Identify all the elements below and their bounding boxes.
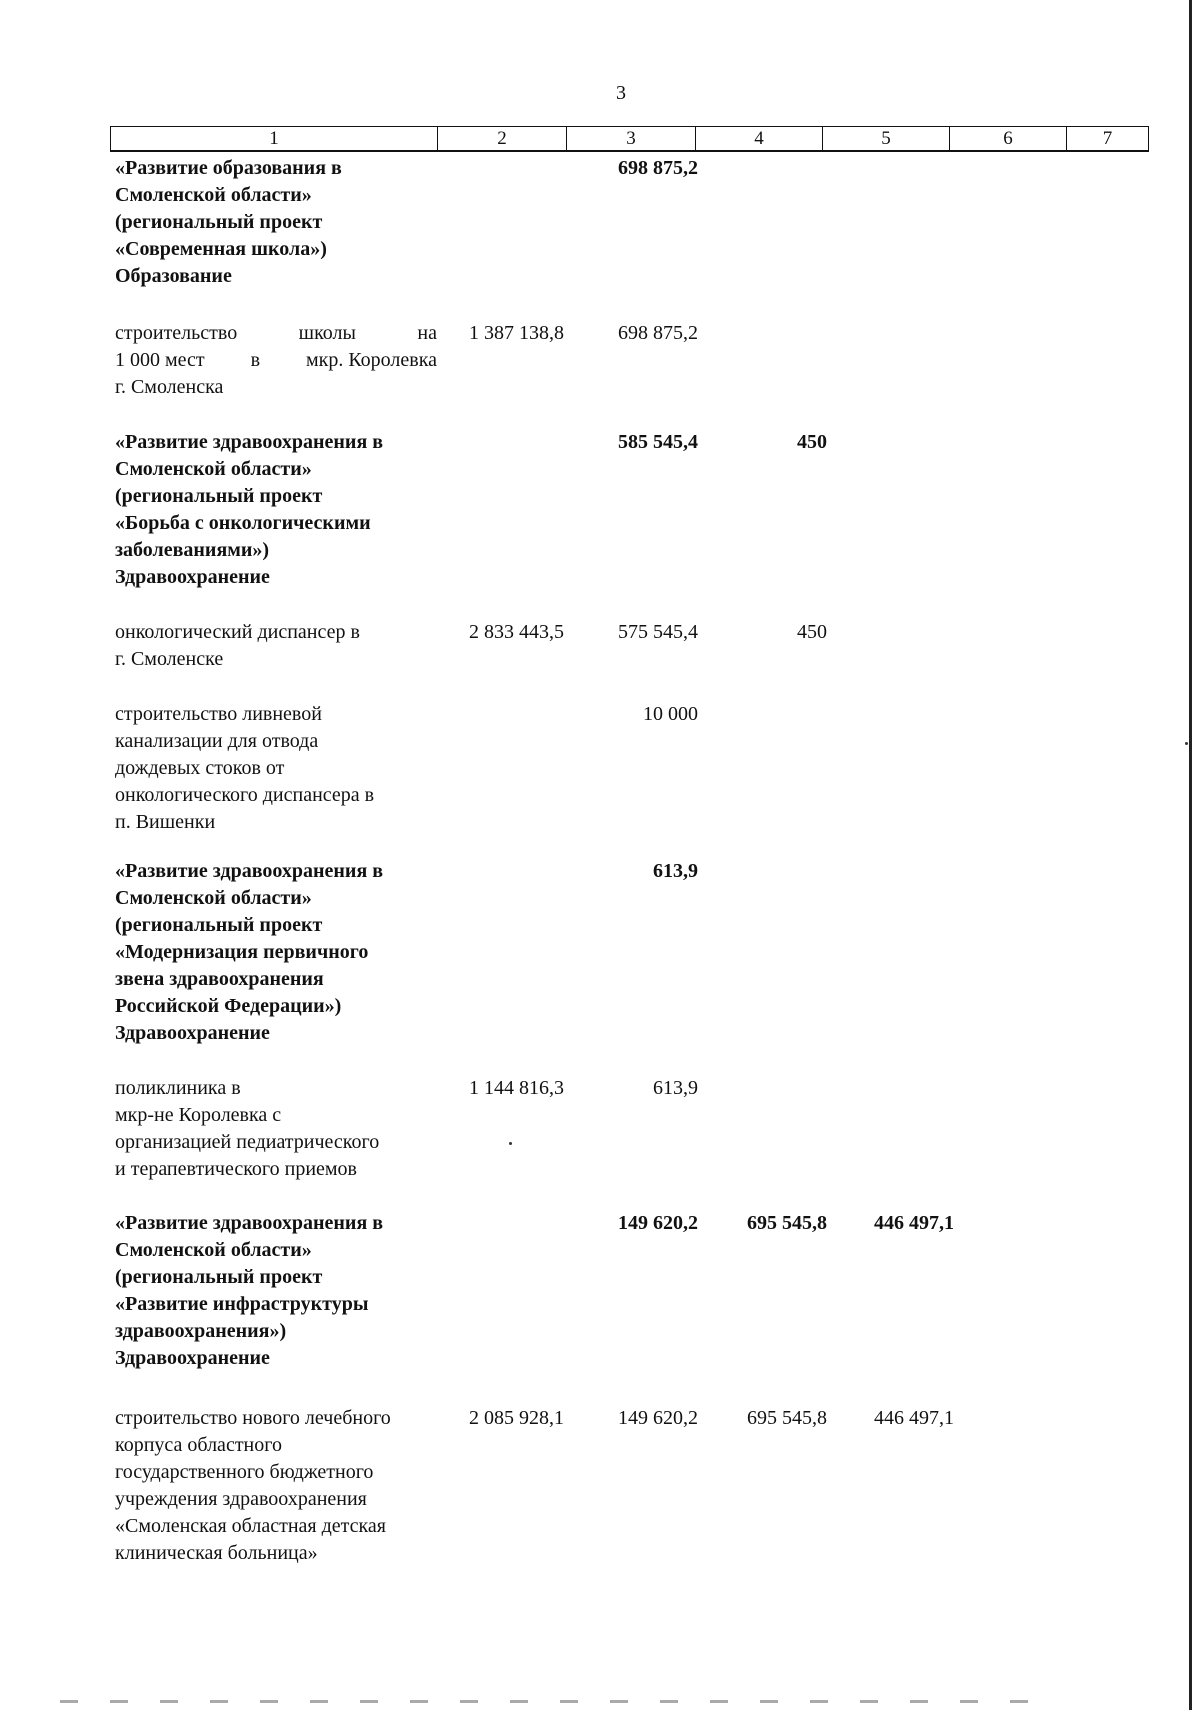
- row-name-word: в: [250, 349, 261, 371]
- row-value-col2: 2 085 928,1: [469, 1407, 564, 1429]
- row-name: [115, 701, 437, 836]
- scan-speck: [1185, 742, 1188, 745]
- row-name-line: [115, 347, 437, 374]
- row-name-line: заболеваниями»): [115, 539, 270, 561]
- row-value-col3: 698 875,2: [618, 322, 698, 344]
- header-col-5: 5: [823, 127, 950, 150]
- row-name-line: п. Вишенки: [115, 811, 216, 833]
- row-name-line: поликлиника в: [115, 1077, 241, 1099]
- row-name-line: «Смоленская областная детская: [115, 1515, 386, 1537]
- row-value-col3: 613,9: [653, 860, 698, 882]
- row-name-word: школы: [298, 322, 356, 344]
- row-name-line: мкр-не Королевка с: [115, 1104, 282, 1126]
- row-name-line: учреждения здравоохранения: [115, 1488, 367, 1510]
- row-name-line: (региональный проект: [115, 914, 323, 936]
- row-name-line: г. Смоленске: [115, 648, 224, 670]
- row-name: [115, 320, 437, 401]
- row-name-line: «Развитие здравоохранения в: [115, 1212, 384, 1234]
- row-name-line: Здравоохранение: [115, 1022, 270, 1044]
- header-col-3: 3: [567, 127, 696, 150]
- page-number: 3: [616, 82, 626, 104]
- row-name-word: строительство: [115, 322, 238, 344]
- row-name-word: на: [417, 322, 437, 344]
- row-name: [115, 1405, 437, 1567]
- row-name-line: корпуса областного: [115, 1434, 282, 1456]
- row-name: [115, 1075, 437, 1183]
- row-name-line: организацией педиатрического: [115, 1131, 380, 1153]
- row-name-line: Здравоохранение: [115, 566, 270, 588]
- row-value-col3: 575 545,4: [618, 621, 698, 643]
- row-name-line: Российской Федерации»): [115, 995, 342, 1017]
- row-name: [115, 429, 437, 591]
- row-value-col3: 149 620,2: [618, 1407, 698, 1429]
- row-value-col4: 695 545,8: [747, 1212, 827, 1234]
- row-name-line: Смоленской области»: [115, 887, 312, 909]
- row-name-line: клиническая больница»: [115, 1542, 318, 1564]
- scan-border-edge: [1189, 0, 1192, 1710]
- row-name-line: строительство нового лечебного: [115, 1407, 391, 1429]
- row-name-line: «Развитие инфраструктуры: [115, 1293, 369, 1315]
- row-value-col5: 446 497,1: [874, 1407, 954, 1429]
- row-value-col3: 149 620,2: [618, 1212, 698, 1234]
- row-name: [115, 858, 437, 1047]
- row-name: [115, 619, 437, 673]
- row-value-col4: 450: [797, 621, 827, 643]
- header-col-7: 7: [1102, 128, 1113, 149]
- row-name-line: «Развитие здравоохранения в: [115, 431, 384, 453]
- row-name-line: Смоленской области»: [115, 458, 312, 480]
- row-name-line: «Современная школа»): [115, 238, 327, 260]
- row-name-line: «Развитие здравоохранения в: [115, 860, 384, 882]
- row-name-line: Смоленской области»: [115, 184, 312, 206]
- row-name-line: здравоохранения»): [115, 1320, 287, 1342]
- header-col-6: 6: [950, 127, 1067, 150]
- row-name-line: дождевых стоков от: [115, 757, 285, 779]
- row-name-line: (региональный проект: [115, 1266, 323, 1288]
- row-name-word: 1 000 мест: [115, 349, 205, 371]
- row-name-line: онкологический диспансер в: [115, 621, 360, 643]
- row-value-col3: 10 000: [643, 703, 698, 725]
- row-value-col3: 698 875,2: [618, 157, 698, 179]
- row-name-line: строительство ливневой: [115, 703, 322, 725]
- row-name: [115, 1210, 437, 1372]
- row-name-line: и терапевтического приемов: [115, 1158, 358, 1180]
- row-name-word: мкр. Королевка: [305, 349, 437, 371]
- row-name-line: Смоленской области»: [115, 1239, 312, 1261]
- header-col-4: 4: [696, 127, 823, 150]
- header-col-2: 2: [438, 127, 567, 150]
- row-name-line: (региональный проект: [115, 211, 323, 233]
- table-header: [110, 126, 1149, 152]
- row-name-line: (региональный проект: [115, 485, 323, 507]
- scan-speck: [509, 1142, 512, 1145]
- row-name-line: [115, 320, 437, 347]
- row-name: [115, 155, 437, 290]
- row-name-line: «Модернизация первичного: [115, 941, 369, 963]
- row-value-col2: 1 387 138,8: [469, 322, 564, 344]
- row-value-col4: 450: [797, 431, 827, 453]
- row-name-line: г. Смоленска: [115, 376, 224, 398]
- row-value-col4: 695 545,8: [747, 1407, 827, 1429]
- row-name-line: Образование: [115, 265, 232, 287]
- header-col-1: 1: [111, 127, 438, 150]
- row-value-col2: 2 833 443,5: [469, 621, 564, 643]
- row-name-line: «Развитие образования в: [115, 157, 342, 179]
- row-name-line: государственного бюджетного: [115, 1461, 374, 1483]
- row-value-col3: 613,9: [653, 1077, 698, 1099]
- row-name-line: звена здравоохранения: [115, 968, 324, 990]
- row-value-col5: 446 497,1: [874, 1212, 954, 1234]
- row-name-line: «Борьба с онкологическими: [115, 512, 371, 534]
- row-name-line: Здравоохранение: [115, 1347, 270, 1369]
- row-value-col3: 585 545,4: [618, 431, 698, 453]
- row-value-col2: 1 144 816,3: [469, 1077, 564, 1099]
- row-name-line: канализации для отвода: [115, 730, 319, 752]
- scan-bottom-noise: [60, 1700, 1060, 1703]
- row-name-line: онкологического диспансера в: [115, 784, 375, 806]
